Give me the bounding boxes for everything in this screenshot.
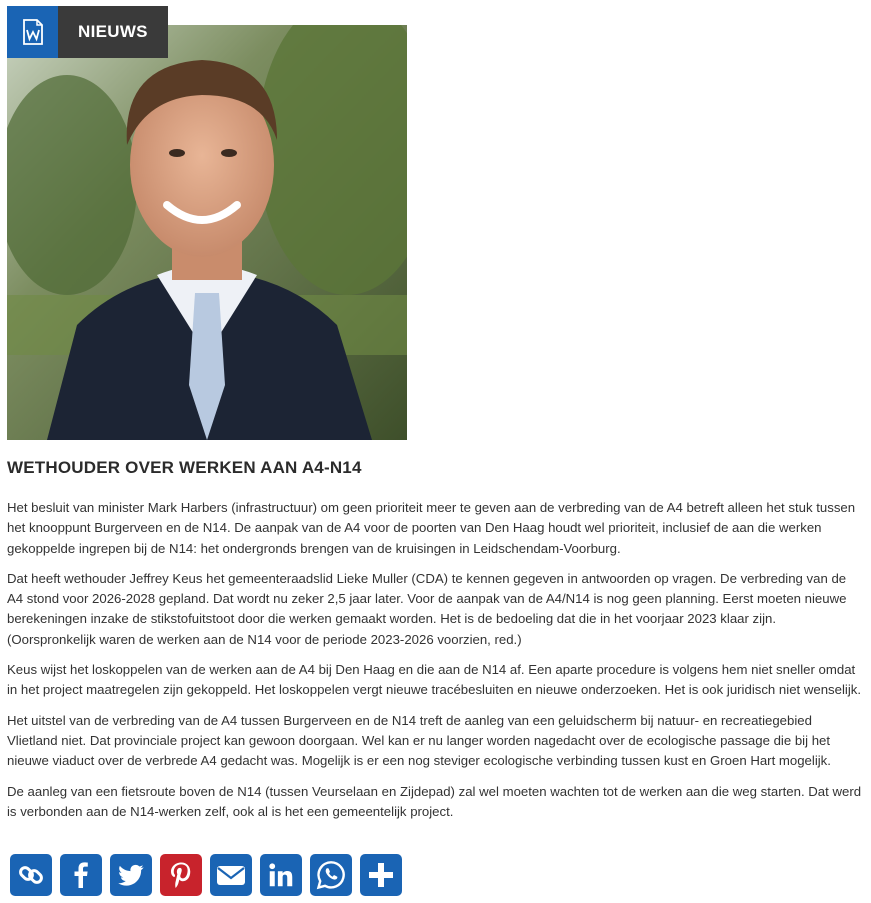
email-icon xyxy=(215,860,247,890)
article-title: WETHOUDER OVER WERKEN AAN A4-N14 xyxy=(7,458,362,477)
article-paragraph: Keus wijst het loskoppelen van de werken aan de A4 bij Den Haag en die aan de N14 af. Een aparte procedure is volgens hem niet sneller omdat in het project maatregelen zijn gekoppeld. Het loskoppelen vergt nieuwe tracébesluiten en nieuwe onderzoeken. Het is ook juridisch niet wenselijk. xyxy=(7,662,862,698)
share-bar xyxy=(10,854,402,896)
email-share-button[interactable] xyxy=(210,854,252,896)
whatsapp-icon xyxy=(315,859,347,891)
category-badge xyxy=(7,6,168,58)
category-label[interactable]: NIEUWS xyxy=(58,6,168,58)
twitter-icon xyxy=(116,860,146,890)
article-paragraph: De aanleg van een fietsroute boven de N14 (tussen Veurselaan en Zijdepad) zal wel moeten wachten tot de werken aan die weg starten. Dat werd is verbonden aan de N14-werken zelf, ook al is het een gemeentelijk project. xyxy=(7,783,862,819)
plus-icon xyxy=(367,861,395,889)
more-share-button[interactable] xyxy=(360,854,402,896)
article-photo xyxy=(7,25,407,440)
pinterest-share-button[interactable] xyxy=(160,854,202,896)
linkedin-icon xyxy=(266,860,296,890)
article-paragraph: Dat heeft wethouder Jeffrey Keus het gemeenteraadslid Lieke Muller (CDA) te kennen gegeven in antwoorden op vragen. De verbreding van de A4 stond voor 2026-2028 gepland. Dat wordt nu zeker 2,5 jaar later. Voor de aanpak van de A4/N14 is nog geen planning. Eerst moeten nieuwe berekeningen inzake de stikstofuitstoot door die werken gemaakt worden. Het is de bedoeling dat die in het voorjaar 2023 klaar zijn. (Oorspronkelijk waren de werken aan de N14 voor de periode 2023-2026 voorzien, red.) xyxy=(7,570,847,647)
facebook-share-button[interactable] xyxy=(60,854,102,896)
document-w-icon xyxy=(7,6,58,58)
facebook-icon xyxy=(66,860,96,890)
pinterest-icon xyxy=(166,860,196,890)
twitter-share-button[interactable] xyxy=(110,854,152,896)
copy-link-button[interactable] xyxy=(10,854,52,896)
article-paragraph: Het uitstel van de verbreding van de A4 tussen Burgerveen en de N14 treft de aanleg van een geluidscherm bij natuur- en recreatiegebied Vlietland niet. Dat provinciale project kan gewoon doorgaan. Wel kan er nu langer worden nagedacht over de ecologische passage die bij het nieuwe viaduct over de verbrede A4 gedacht was. Mogelijk is er een nog steviger ecologische verbinding tussen kust en Groen Hart mogelijk. xyxy=(7,712,831,769)
article-body xyxy=(7,498,862,832)
link-icon xyxy=(16,860,46,890)
whatsapp-share-button[interactable] xyxy=(310,854,352,896)
article-paragraph: Het besluit van minister Mark Harbers (infrastructuur) om geen prioriteit meer te geven aan de verbreding van de A4 betreft alleen het stuk tussen het knooppunt Burgerveen en de N14. De aanpak van de A4 voor de poorten van Den Haag houdt wel prioriteit, inclusief de aan die werken gekoppelde ingrepen bij de N14: het ondergronds brengen van de kruisingen in Leidschendam-Voorburg. xyxy=(7,500,856,556)
portrait-photo xyxy=(7,25,407,440)
linkedin-share-button[interactable] xyxy=(260,854,302,896)
